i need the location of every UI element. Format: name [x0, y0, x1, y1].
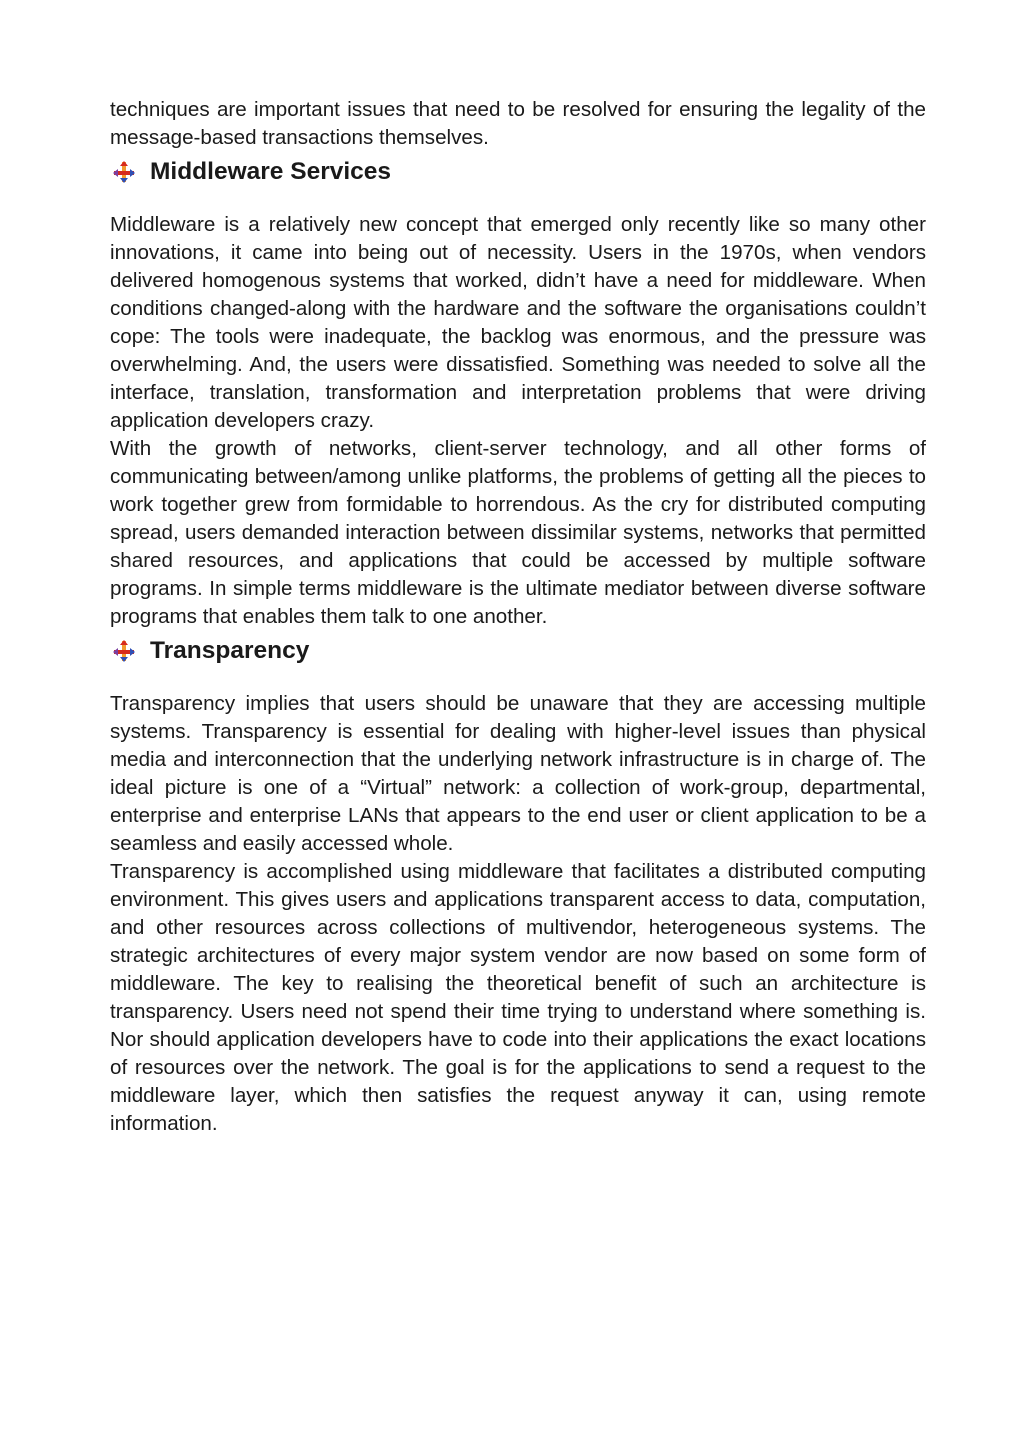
transparency-paragraph-1: Transparency implies that users should be unaware that they are accessing multiple systems. Transparency is essential for dealing with higher-level issues than physical media and interconnection that the underlying network infrastructure is in charge of. The ideal picture is one of a “Virtual” network: a collection of work-group, departmental, enterprise and enterprise LANs that appears to the end user or client application to be a seamless and easily accessed whole. — [110, 692, 926, 855]
transparency-paragraph-2: Transparency is accomplished using middleware that facilitates a distributed computing environment. This gives users and applications transparent access to data, computation, and other resources across collections of multivendor, heterogeneous systems. The strategic architectures of every major system vendor are now based on some form of middleware. The key to realising the theoretical benefit of such an architecture is transparency. Users need not spend their time trying to understand where something is. Nor should application developers have to code into their applications the exact locations of resources over the network. The goal is for the applications to send a request to the middleware layer, which then satisfies the request anyway it can, using remote information. — [110, 860, 926, 1135]
section-heading-text: Middleware Services — [150, 158, 392, 185]
document-page — [110, 96, 926, 1138]
section-heading-text: Transparency — [150, 637, 310, 664]
section-heading-transparency — [110, 631, 926, 671]
intro-paragraph: techniques are important issues that need to be resolved for ensuring the legality of the message-based transactions themselves. — [110, 98, 926, 149]
four-way-arrow-bullet-icon — [113, 640, 135, 662]
middleware-paragraph-2: With the growth of networks, client-server technology, and all other forms of communicating between/among unlike platforms, the problems of getting all the pieces to work together grew from formidable to horrendous. As the cry for distributed computing spread, users demanded interaction between dissimilar systems, networks that permitted shared resources, and applications that could be accessed by multiple software programs. In simple terms middleware is the ultimate mediator between diverse software programs that enables them talk to one another. — [110, 437, 926, 628]
middleware-paragraph-1: Middleware is a relatively new concept that emerged only recently like so many other innovations, it came into being out of necessity. Users in the 1970s, when vendors delivered homogenous systems that worked, didn’t have a need for middleware. When conditions changed-along with the hardware and the software the organisations couldn’t cope: The tools were inadequate, the backlog was enormous, and the pressure was overwhelming. And, the users were dissatisfied. Something was needed to solve all the interface, translation, transformation and interpretation problems that were driving application developers crazy. — [110, 213, 926, 432]
four-way-arrow-bullet-icon — [113, 161, 135, 183]
section-heading-middleware-services — [110, 152, 926, 192]
